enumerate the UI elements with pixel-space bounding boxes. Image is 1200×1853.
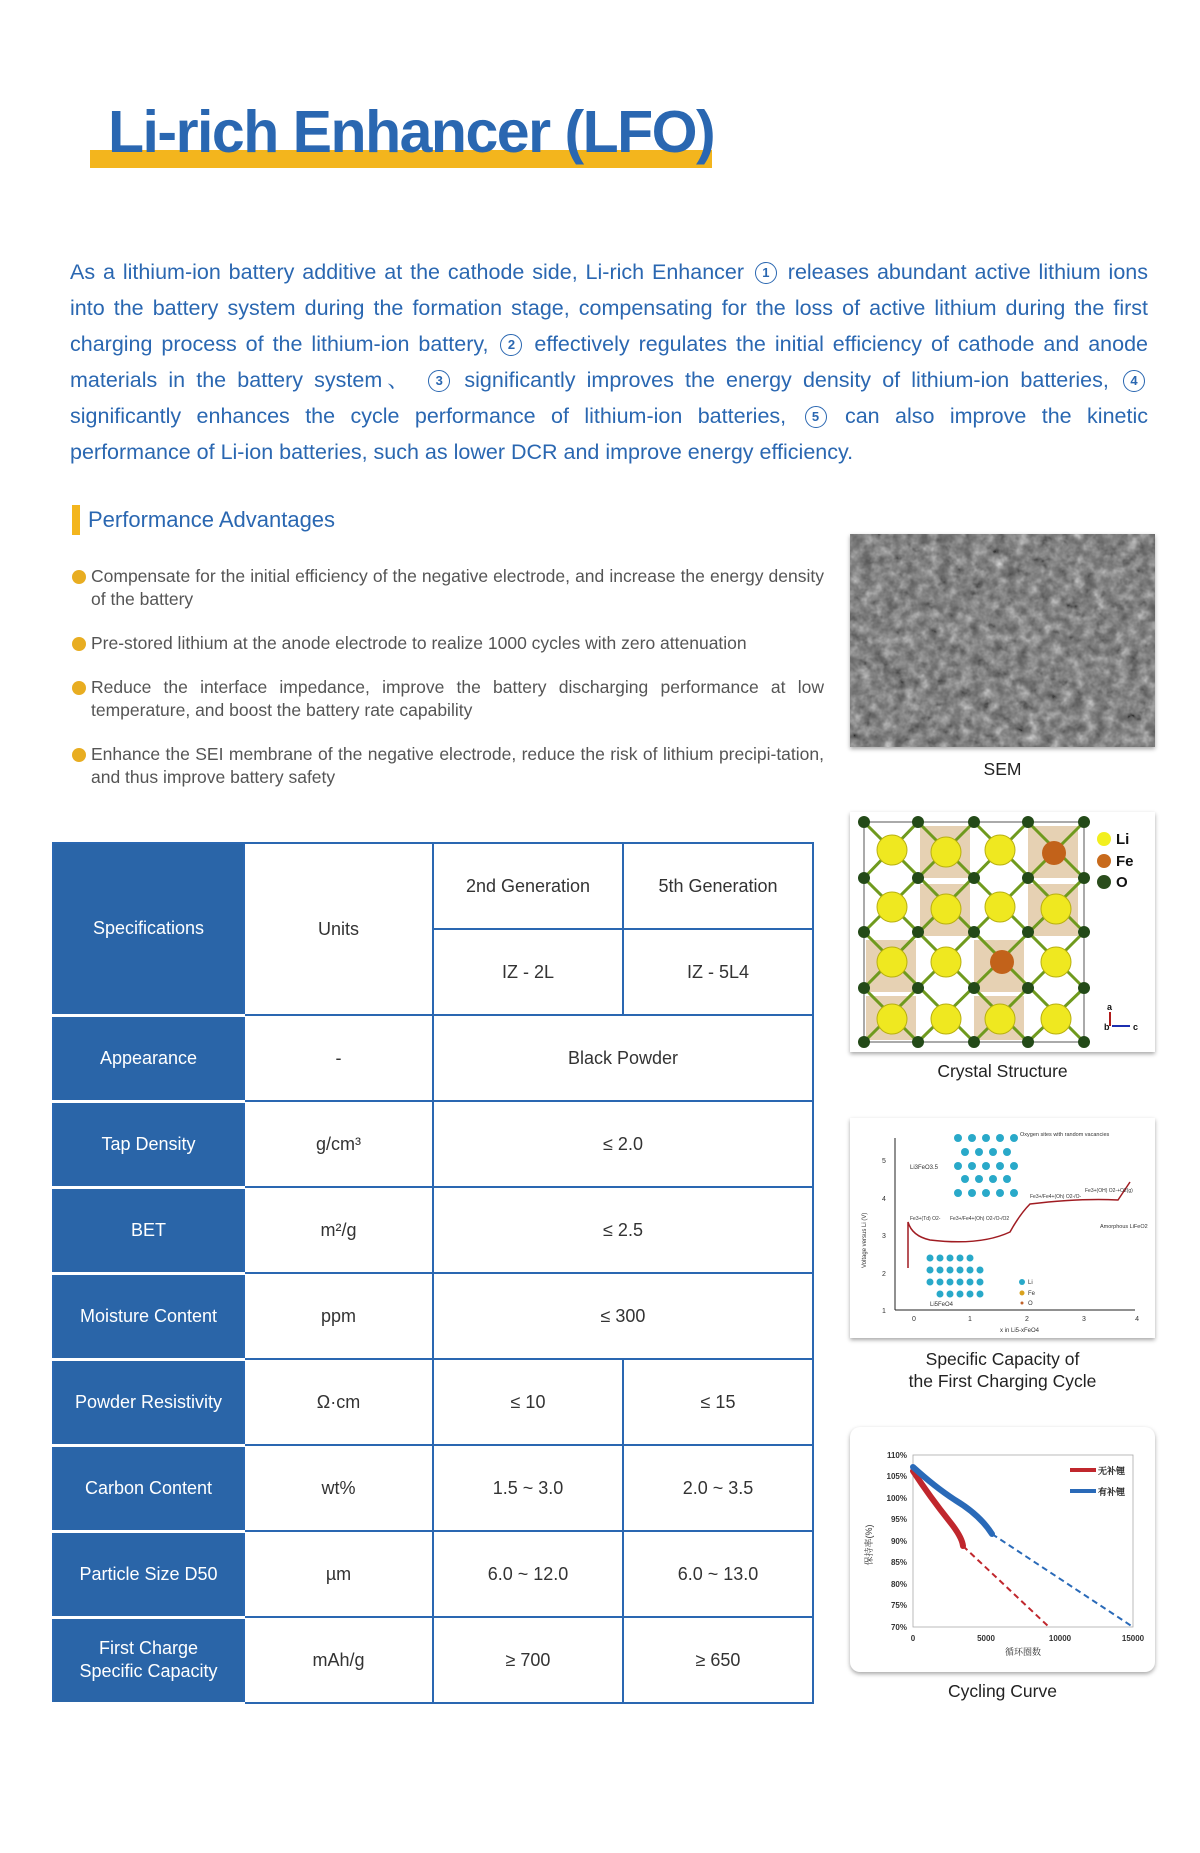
svg-text:90%: 90% xyxy=(890,1537,907,1546)
row-value-gen5: ≤ 15 xyxy=(623,1359,813,1445)
marker-1-icon: 1 xyxy=(755,262,777,284)
svg-text:Voltage versus Li (V): Voltage versus Li (V) xyxy=(862,1212,868,1268)
row-value-gen2: ≥ 700 xyxy=(433,1617,623,1703)
row-value-gen2: ≤ 10 xyxy=(433,1359,623,1445)
list-item: Compensate for the initial efficiency of the negative electrode, and increase the energy density of the battery xyxy=(72,565,824,611)
row-value: ≤ 2.0 xyxy=(433,1101,813,1187)
svg-text:2: 2 xyxy=(1025,1316,1029,1323)
svg-text:Fe3+(OH) O2-+O2(g): Fe3+(OH) O2-+O2(g) xyxy=(1085,1188,1133,1194)
marker-3-icon: 3 xyxy=(428,370,450,392)
row-unit: m²/g xyxy=(244,1187,433,1273)
row-label: Appearance xyxy=(53,1015,244,1101)
svg-text:95%: 95% xyxy=(890,1515,907,1524)
svg-text:3: 3 xyxy=(882,1233,886,1240)
header-units: Units xyxy=(244,843,433,1015)
row-label: Moisture Content xyxy=(53,1273,244,1359)
table-row xyxy=(53,1101,813,1187)
svg-text:80%: 80% xyxy=(890,1580,907,1589)
intro-paragraph: As a lithium-ion battery additive at the cathode side, Li-rich Enhancer 1 releases abundant active lithium ions into the battery system during the formation stage, compensating for the loss of active lithium during the first charging process of the lithium-ion battery, 2 effectively regulates the initial efficiency of cathode and anode materials in the battery system、 3 significantly improves the energy density of lithium-ion batteries, 4 significantly enhances the cycle performance of lithium-ion batteries, 5 can also improve the kinetic performance of Li-ion batteries, such as lower DCR and improve energy efficiency. xyxy=(70,260,1148,464)
svg-text:75%: 75% xyxy=(890,1601,907,1610)
svg-text:100%: 100% xyxy=(886,1494,907,1503)
table-row xyxy=(53,1359,813,1445)
svg-text:4: 4 xyxy=(1135,1316,1139,1323)
header-gen2: 2nd Generation xyxy=(433,843,623,929)
header-gen5: 5th Generation xyxy=(623,843,813,929)
row-value-gen5: 2.0 ~ 3.5 xyxy=(623,1445,813,1531)
table-header-row xyxy=(53,843,813,929)
table-row xyxy=(53,1273,813,1359)
row-label: Powder Resistivity xyxy=(53,1359,244,1445)
crystal-structure-image xyxy=(850,812,1155,1052)
row-value-gen2: 1.5 ~ 3.0 xyxy=(433,1445,623,1531)
svg-text:c: c xyxy=(1133,1022,1139,1032)
svg-text:0: 0 xyxy=(910,1634,916,1643)
svg-text:4: 4 xyxy=(882,1196,886,1203)
svg-text:b: b xyxy=(1104,1022,1110,1032)
section-heading xyxy=(72,505,335,535)
section-title: Performance Advantages xyxy=(88,507,336,532)
svg-text:保持率(%): 保持率(%) xyxy=(864,1524,874,1566)
svg-text:5: 5 xyxy=(882,1158,886,1165)
svg-text:105%: 105% xyxy=(886,1472,907,1481)
voltage-plot-icon xyxy=(850,1118,1155,1338)
svg-text:Amorphous LiFeO2: Amorphous LiFeO2 xyxy=(1100,1224,1148,1230)
row-unit: mAh/g xyxy=(244,1617,433,1703)
bullet-icon xyxy=(72,637,86,651)
svg-text:Fe3+/Fe4+(Oh) O2-/O-: Fe3+/Fe4+(Oh) O2-/O- xyxy=(1030,1194,1082,1200)
svg-text:O: O xyxy=(1028,1301,1033,1307)
page-title: Li-rich Enhancer (LFO) xyxy=(108,99,715,165)
svg-text:循环圈数: 循环圈数 xyxy=(1004,1647,1042,1657)
svg-text:1: 1 xyxy=(968,1316,972,1323)
svg-text:Fe3+(Td) O2-: Fe3+(Td) O2- xyxy=(910,1216,941,1222)
svg-text:1: 1 xyxy=(882,1308,886,1315)
row-unit: wt% xyxy=(244,1445,433,1531)
sem-texture-icon xyxy=(850,534,1155,747)
svg-text:Fe3+/Fe4+(Oh) O2-/O-/O2: Fe3+/Fe4+(Oh) O2-/O-/O2 xyxy=(950,1216,1010,1222)
svg-text:Fe: Fe xyxy=(1116,853,1134,870)
svg-text:85%: 85% xyxy=(890,1558,907,1567)
voltage-chart xyxy=(850,1118,1155,1338)
row-unit: - xyxy=(244,1015,433,1101)
svg-text:Fe: Fe xyxy=(1028,1291,1036,1297)
table-row xyxy=(53,1617,813,1703)
svg-text:Li: Li xyxy=(1028,1280,1033,1286)
row-label: Carbon Content xyxy=(53,1445,244,1531)
row-unit: µm xyxy=(244,1531,433,1617)
svg-text:x in Li5-xFeO4: x in Li5-xFeO4 xyxy=(1000,1328,1040,1334)
table-row xyxy=(53,1531,813,1617)
spec-table xyxy=(52,842,814,1704)
sem-image xyxy=(850,534,1155,747)
row-unit: Ω·cm xyxy=(244,1359,433,1445)
row-value-gen5: ≥ 650 xyxy=(623,1617,813,1703)
svg-text:10000: 10000 xyxy=(1048,1634,1072,1643)
svg-text:15000: 15000 xyxy=(1121,1634,1145,1643)
bullet-icon xyxy=(72,570,86,584)
table-row xyxy=(53,1445,813,1531)
svg-text:Li5FeO4: Li5FeO4 xyxy=(930,1302,954,1308)
sem-caption: SEM xyxy=(983,759,1022,779)
bullet-icon xyxy=(72,681,86,695)
svg-text:有补锂: 有补锂 xyxy=(1098,1487,1126,1497)
table-row xyxy=(53,1187,813,1273)
row-value: Black Powder xyxy=(433,1015,813,1101)
svg-text:2: 2 xyxy=(882,1271,886,1278)
list-item: Reduce the interface impedance, improve the battery discharging performance at low temperature, and boost the battery rate capability xyxy=(72,676,824,722)
cycling-chart xyxy=(850,1427,1155,1672)
svg-text:Li: Li xyxy=(1116,831,1130,848)
svg-text:110%: 110% xyxy=(886,1451,907,1460)
svg-text:a: a xyxy=(1107,1002,1113,1012)
crystal-lattice-icon xyxy=(850,812,1155,1052)
advantages-list xyxy=(72,565,824,810)
svg-text:Li3FeO3.5: Li3FeO3.5 xyxy=(910,1165,939,1171)
svg-text:Oxygen sites with random vacan: Oxygen sites with random vacancies xyxy=(1020,1132,1110,1138)
svg-text:0: 0 xyxy=(912,1316,916,1323)
row-label: Particle Size D50 xyxy=(53,1531,244,1617)
marker-2-icon: 2 xyxy=(500,334,522,356)
page-title-block xyxy=(90,99,715,174)
bullet-icon xyxy=(72,748,86,762)
cycling-caption: Cycling Curve xyxy=(948,1681,1057,1701)
cycling-plot-icon xyxy=(850,1427,1155,1672)
list-item: Enhance the SEI membrane of the negative electrode, reduce the risk of lithium precipi-tation, and thus improve battery safety xyxy=(72,743,824,789)
row-value-gen5: 6.0 ~ 13.0 xyxy=(623,1531,813,1617)
svg-text:3: 3 xyxy=(1082,1316,1086,1323)
row-label: BET xyxy=(53,1187,244,1273)
table-row xyxy=(53,1015,813,1101)
marker-4-icon: 4 xyxy=(1123,370,1145,392)
row-value: ≤ 300 xyxy=(433,1273,813,1359)
header-model-gen2: IZ - 2L xyxy=(433,929,623,1015)
marker-5-icon: 5 xyxy=(805,406,827,428)
row-value-gen2: 6.0 ~ 12.0 xyxy=(433,1531,623,1617)
svg-text:70%: 70% xyxy=(890,1623,907,1632)
row-value: ≤ 2.5 xyxy=(433,1187,813,1273)
voltage-caption: Specific Capacity of the First Charging Cycle xyxy=(908,1349,1097,1391)
row-unit: ppm xyxy=(244,1273,433,1359)
svg-text:无补锂: 无补锂 xyxy=(1098,1466,1126,1476)
row-unit: g/cm³ xyxy=(244,1101,433,1187)
crystal-caption: Crystal Structure xyxy=(937,1061,1068,1081)
list-item: Pre-stored lithium at the anode electrode to realize 1000 cycles with zero attenuation xyxy=(72,632,824,655)
svg-text:5000: 5000 xyxy=(977,1634,995,1643)
header-model-gen5: IZ - 5L4 xyxy=(623,929,813,1015)
row-label: First Charge Specific Capacity xyxy=(53,1617,244,1703)
svg-text:O: O xyxy=(1116,874,1128,891)
row-label: Tap Density xyxy=(53,1101,244,1187)
header-specifications: Specifications xyxy=(53,843,244,1015)
section-accent-bar xyxy=(72,505,80,535)
